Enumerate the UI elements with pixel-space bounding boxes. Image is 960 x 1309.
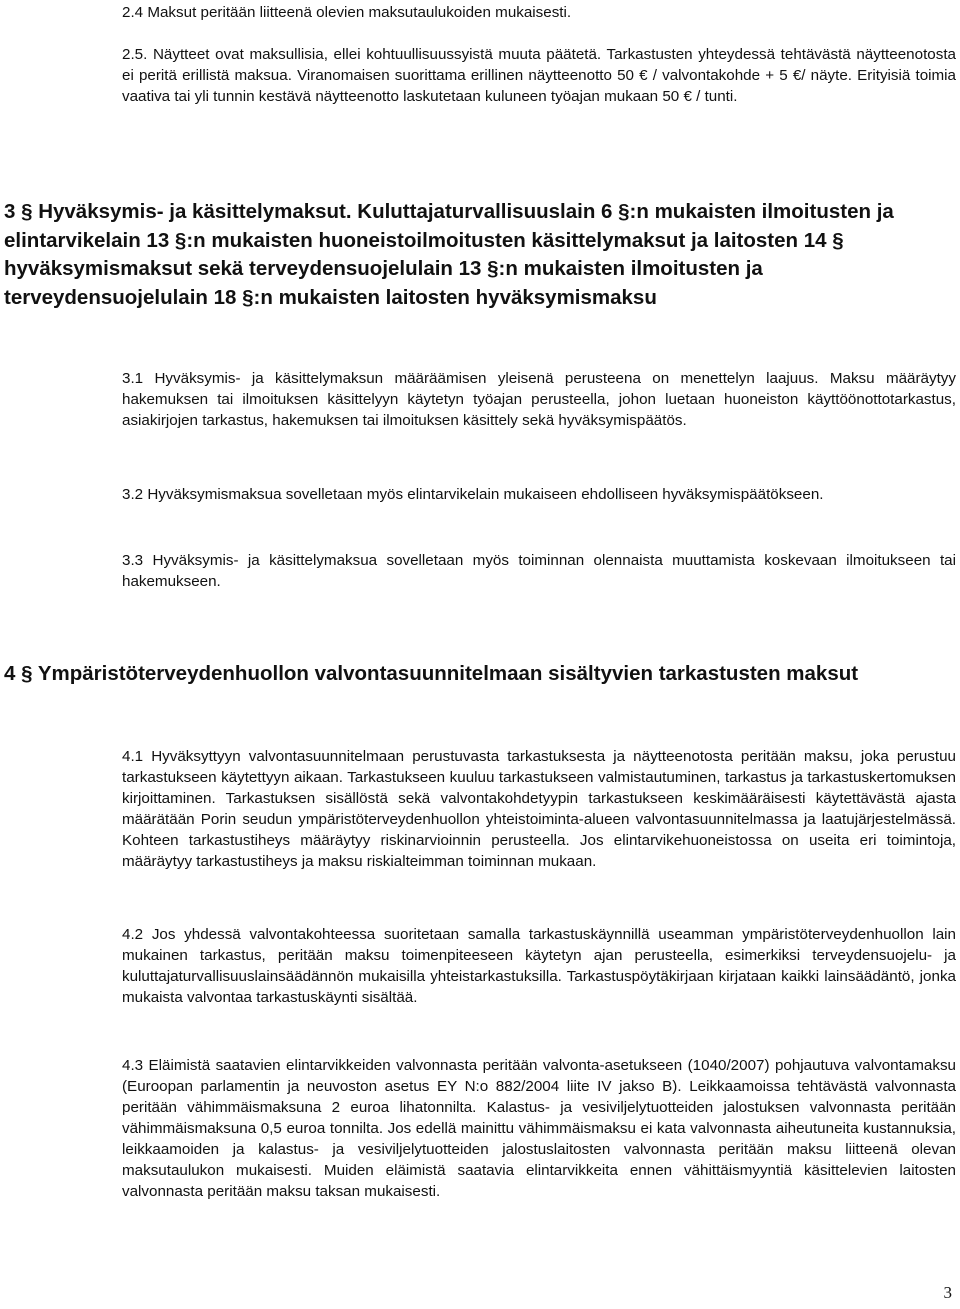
paragraph-2-4: 2.4 Maksut peritään liitteenä olevien maksutaulukoiden mukaisesti. bbox=[122, 4, 572, 21]
paragraph-4-3: 4.3 Eläimistä saatavien elintarvikkeiden valvonnasta peritään valvonta-asetukseen (1040/2007) pohjautuva valvontamaksu (Euroopan parlamentin ja neuvoston asetus EY N:o 882/2004 liite IV jakso B). Leikkaamoissa tehtävästä valvonnasta peritään vähimmäismaksuna 2 euroa lihatonnilta. Kalastus- ja vesiviljelytuotteiden jalostuksen valvonnasta peritään vähimmäismaksuna 0,5 euroa tonnilta. Jos edellä mainittu vähimmäismaksu ei kata valvonnasta aiheutuneita kustannuksia, leikkaamoiden ja kalastus- ja vesiviljelytuotteiden jalostuslaitosten valvonnasta peritään maksu liitteenä olevan maksutaulukon mukaisesti. Muiden eläimistä saatavia elintarvikkeita ennen vähittäismyyntiä käsittelevien laitosten valvonnasta peritään maksu taksan mukaisesti. bbox=[122, 1057, 956, 1200]
paragraph-4-1: 4.1 Hyväksyttyyn valvontasuunnitelmaan perustuvasta tarkastuksesta ja näytteenotosta peritään maksu, joka perustuu tarkastukseen käytettyyn aikaan. Tarkastukseen kuuluu tarkastukseen valmistautuminen, tarkastus ja tarkastuskertomuksen kirjoittaminen. Tarkastuksen sisällöstä sekä valvontakohdetyypin tarkastukseen keskimääräisesti käytettävästä ajasta määrätään Porin seudun ympäristöterveydenhuollon yhteistoiminta-alueen valvontasuunnitelmassa ja laatujärjestelmässä. Kohteen tarkastustiheys määräytyy riskinarvioinnin perusteella. Jos elintarvikehuoneistossa on useita eri toimintoja, määräytyy tarkastustiheys ja maksu riskialteimman toiminnan mukaan. bbox=[122, 748, 956, 870]
paragraph-3-1: 3.1 Hyväksymis- ja käsittelymaksun määräämisen yleisenä perusteena on menettelyn laajuus. Maksu määräytyy hakemuksen tai ilmoituksen käsittelyyn käytetyn työajan perusteella, johon luetaan huoneiston käyttöönottotarkastus, asiakirjojen tarkastus, hakemuksen tai ilmoituksen käsittely sekä hyväksymispäätös. bbox=[122, 370, 956, 429]
page-number: 3 bbox=[943, 1283, 952, 1302]
paragraph-3-2: 3.2 Hyväksymismaksua sovelletaan myös elintarvikelain mukaiseen ehdolliseen hyväksymispäätökseen. bbox=[122, 486, 824, 503]
paragraph-2-5: 2.5. Näytteet ovat maksullisia, ellei kohtuullisuussyistä muuta päätetä. Tarkastusten yhteydessä tehtävästä näytteenotosta ei peritä erillistä maksua. Viranomaisen suorittama erillinen näytteenotto 50 € / valvontakohde + 5 €/ näyte. Erityisiä toimia vaativa tai yli tunnin kestävä näytteenotto laskutetaan kuluneen työajan mukaan 50 € / tunti. bbox=[122, 46, 956, 105]
section-heading-4: 4 § Ympäristöterveydenhuollon valvontasuunnitelmaan sisältyvien tarkastusten maksut bbox=[4, 662, 859, 685]
paragraph-4-2: 4.2 Jos yhdessä valvontakohteessa suoritetaan samalla tarkastuskäynnillä useamman ympäristöterveydenhuollon lain mukainen tarkastus, peritään maksu toimenpiteeseen käytetyn ajan perusteella, esimerkiksi terveydensuojelu- ja kuluttajaturvallisuuslainsäädännön mukaisilla yhteistarkastuksilla. Tarkastuspöytäkirjaan kirjataan kaikki lainsäädäntö, jonka mukaista valvontaa tarkastuskäynti sisältää. bbox=[122, 926, 956, 1006]
paragraph-3-3: 3.3 Hyväksymis- ja käsittelymaksua sovelletaan myös toiminnan olennaista muuttamista koskevaan ilmoitukseen tai hakemukseen. bbox=[122, 552, 956, 590]
section-heading-3: 3 § Hyväksymis- ja käsittelymaksut. Kuluttajaturvallisuuslain 6 §:n mukaisten ilmoitusten ja elintarvikelain 13 §:n mukaisten huoneistoilmoitusten käsittelymaksut ja laitosten 14 § hyväksymismaksut sekä terveydensuojelulain 13 §:n mukaisten ilmoitusten ja terveydensuojelulain 18 §:n mukaisten laitosten hyväksymismaksu bbox=[4, 200, 894, 309]
